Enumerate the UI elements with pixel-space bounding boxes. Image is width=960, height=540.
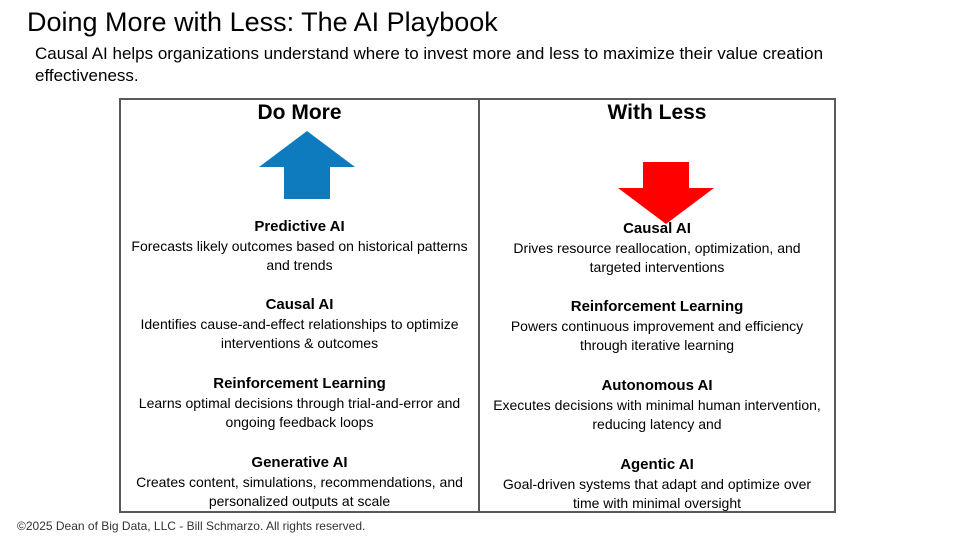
do-more-column (121, 100, 478, 511)
with-less-item-autonomous-ai (480, 376, 834, 434)
item-title: Reinforcement Learning (213, 375, 386, 392)
item-title: Autonomous AI (601, 377, 713, 394)
arrow-down-icon (618, 162, 714, 224)
item-description: Executes decisions with minimal human intervention, reducing latency and (493, 397, 821, 432)
item-description: Learns optimal decisions through trial-and-error and ongoing feedback loops (138, 395, 461, 430)
slide-title: Doing More with Less: The AI Playbook (27, 7, 498, 37)
arrow-up-shape (259, 131, 355, 199)
item-title: Causal AI (623, 220, 691, 237)
arrow-up-icon (259, 131, 355, 199)
item-description: Powers continuous improvement and efficiency through iterative learning (510, 318, 804, 353)
arrow-down-shape (618, 162, 714, 224)
item-description: Creates content, simulations, recommendations, and personalized outputs at scale (136, 474, 463, 509)
with-less-header: With Less (607, 101, 707, 124)
item-description: Drives resource reallocation, optimization, and targeted interventions (513, 240, 801, 275)
item-title: Agentic AI (620, 456, 694, 473)
item-title: Causal AI (265, 296, 334, 313)
with-less-item-reinforcement-learning (480, 297, 834, 355)
item-title: Predictive AI (254, 218, 345, 235)
do-more-header: Do More (257, 101, 342, 124)
do-more-item-reinforcement-learning (121, 374, 478, 432)
copyright-footer: ©2025 Dean of Big Data, LLC - Bill Schmarzo. All rights reserved. (17, 519, 366, 533)
item-title: Generative AI (251, 454, 348, 471)
slide-subtitle: Causal AI helps organizations understand where to invest more and less to maximize their value creation effectiveness. (35, 44, 824, 85)
item-description: Identifies cause-and-effect relationships to optimize interventions & outcomes (140, 316, 459, 351)
item-description: Goal-driven systems that adapt and optimize over time with minimal oversight (502, 476, 812, 511)
with-less-item-causal-ai (480, 219, 834, 277)
with-less-column (480, 100, 834, 511)
item-title: Reinforcement Learning (570, 298, 744, 315)
comparison-panel (119, 98, 836, 513)
do-more-item-predictive-ai (121, 217, 478, 275)
with-less-item-agentic-ai (480, 455, 834, 513)
do-more-item-causal-ai (121, 295, 478, 353)
item-description: Forecasts likely outcomes based on historical patterns and trends (131, 238, 468, 273)
do-more-item-generative-ai (121, 453, 478, 511)
